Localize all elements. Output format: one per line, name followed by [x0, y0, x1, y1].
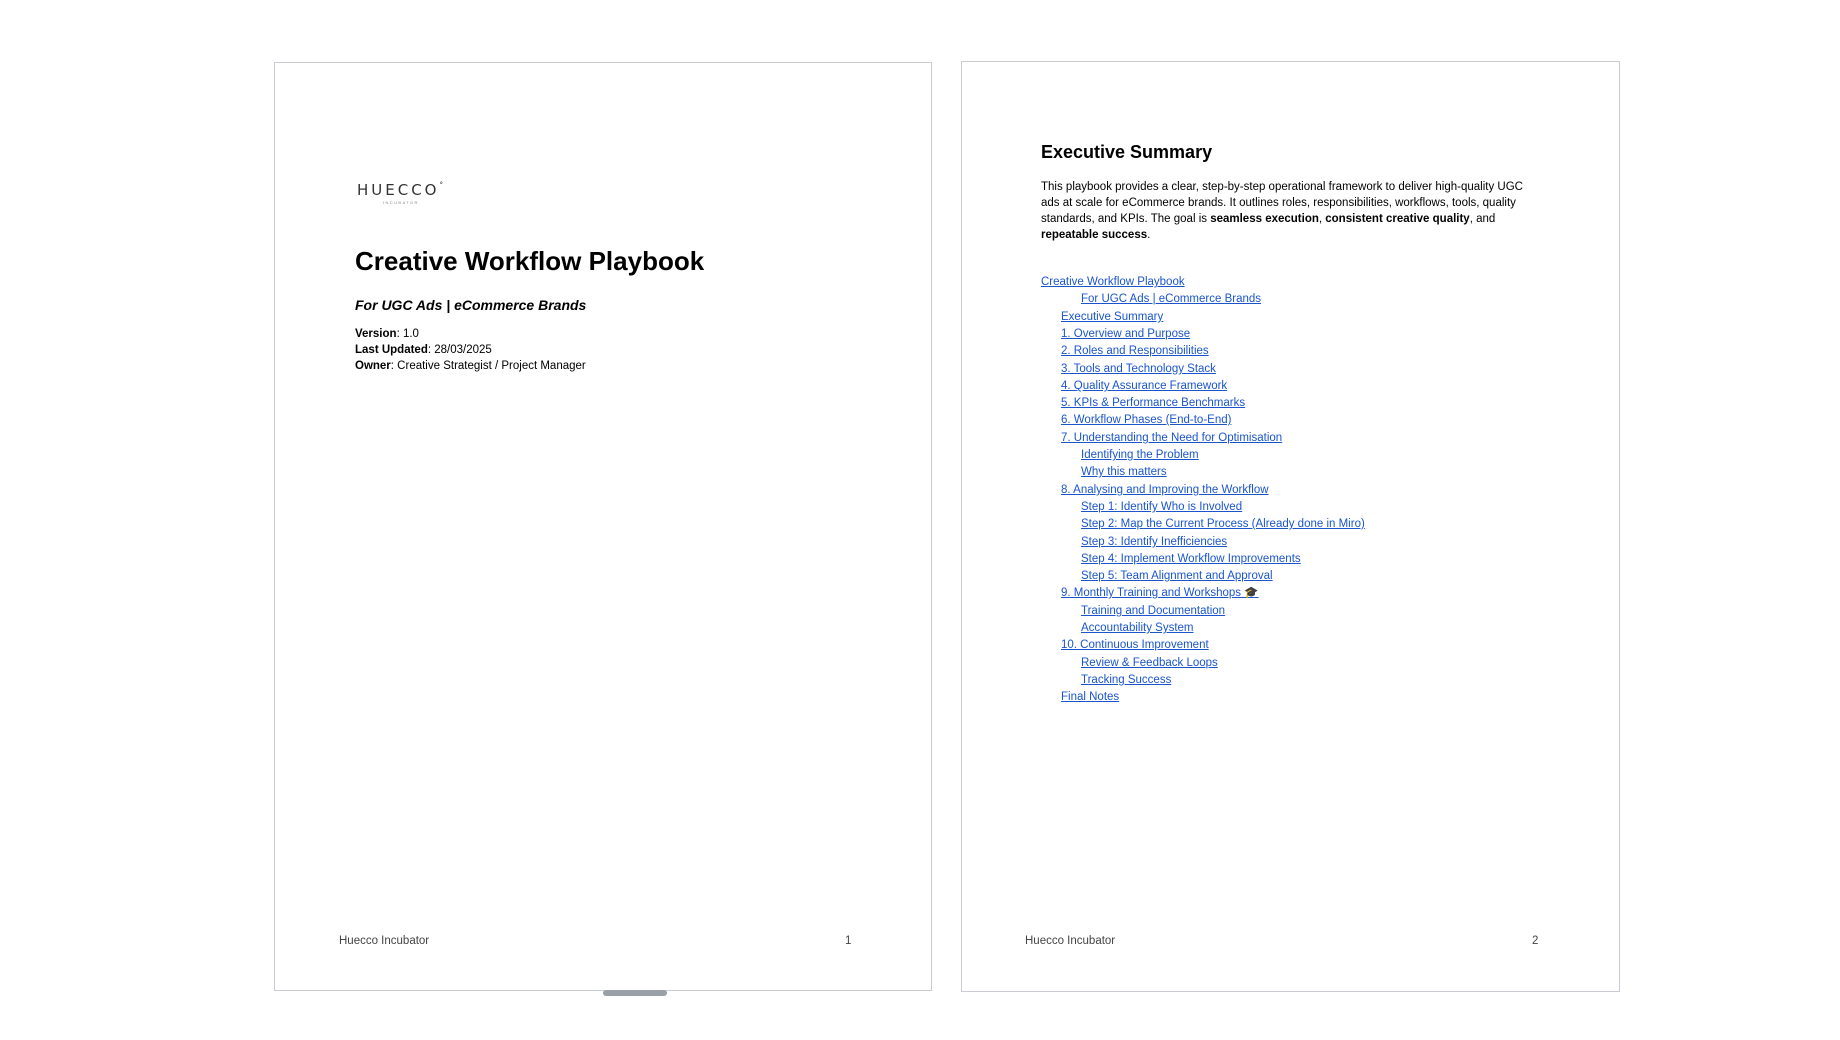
version-label: Version: [355, 328, 397, 340]
section-title: Executive Summary: [1041, 142, 1213, 162]
toc-link[interactable]: 7. Understanding the Need for Optimisation: [1061, 432, 1283, 444]
toc-link[interactable]: Training and Documentation: [1081, 605, 1226, 617]
huecco-logo: [357, 181, 449, 209]
page-number: 2: [1532, 935, 1539, 947]
toc-link[interactable]: Why this matters: [1081, 466, 1167, 478]
document-title: Creative Workflow Playbook: [355, 246, 705, 276]
logo-mark: °: [439, 181, 443, 189]
page-footer: Huecco Incubator: [1025, 935, 1116, 947]
toc-link[interactable]: Step 2: Map the Current Process (Already done in Miro): [1081, 518, 1365, 530]
toc-link[interactable]: 5. KPIs & Performance Benchmarks: [1061, 397, 1246, 409]
toc-link[interactable]: Review & Feedback Loops: [1081, 657, 1218, 669]
toc-link[interactable]: 4. Quality Assurance Framework: [1061, 380, 1228, 392]
toc-link[interactable]: Final Notes: [1061, 691, 1120, 703]
summary-text: .: [1147, 229, 1151, 241]
toc-link[interactable]: 10. Continuous Improvement: [1061, 639, 1209, 651]
toc-link[interactable]: Step 3: Identify Inefficiencies: [1081, 536, 1228, 548]
toc-link[interactable]: 9. Monthly Training and Workshops 🎓: [1061, 587, 1259, 599]
owner-line: [355, 360, 586, 372]
owner-value: : Creative Strategist / Project Manager: [390, 360, 586, 372]
summary-emphasis: consistent creative quality: [1325, 213, 1470, 225]
toc-link[interactable]: 2. Roles and Responsibilities: [1061, 345, 1209, 357]
toc-link[interactable]: Accountability System: [1081, 622, 1194, 634]
summary-text: This playbook provides a clear, step-by-step operational framework to deliver high-quality UGC ads at scale for eCommerce brands. It outlines roles, responsibilities, workflows, tools, quality standards, and KPIs. The goal is: [1041, 181, 1523, 225]
summary-text: ,: [1318, 213, 1326, 225]
toc-link[interactable]: Step 1: Identify Who is Involved: [1081, 501, 1243, 513]
document-page-1: [274, 62, 932, 991]
last-updated-line: [355, 344, 492, 356]
toc-link[interactable]: Executive Summary: [1061, 311, 1164, 323]
document-page-2: [961, 61, 1620, 992]
toc-link[interactable]: Creative Workflow Playbook: [1041, 276, 1185, 288]
toc-link[interactable]: 1. Overview and Purpose: [1061, 328, 1191, 340]
toc-link[interactable]: Step 5: Team Alignment and Approval: [1081, 570, 1273, 582]
toc-link[interactable]: Identifying the Problem: [1081, 449, 1199, 461]
summary-emphasis: repeatable success: [1041, 229, 1148, 241]
version-line: [355, 328, 419, 340]
summary-text: , and: [1469, 213, 1496, 225]
summary-emphasis: seamless execution: [1210, 213, 1319, 225]
toc-link[interactable]: 6. Workflow Phases (End-to-End): [1061, 414, 1232, 426]
summary-paragraph: [1041, 179, 1541, 243]
page-footer: Huecco Incubator: [339, 935, 430, 947]
page-number: 1: [845, 935, 852, 947]
version-value: : 1.0: [396, 328, 419, 340]
last-updated-label: Last Updated: [355, 344, 428, 356]
toc-link[interactable]: For UGC Ads | eCommerce Brands: [1081, 293, 1262, 305]
logo-subtext: INCUBATOR: [383, 200, 419, 205]
logo-wordmark: HUECCO: [357, 181, 440, 199]
owner-label: Owner: [355, 360, 391, 372]
last-updated-value: : 28/03/2025: [427, 344, 492, 356]
document-subtitle: For UGC Ads | eCommerce Brands: [355, 297, 587, 313]
toc-link[interactable]: Step 4: Implement Workflow Improvements: [1081, 553, 1301, 565]
toc-link[interactable]: Tracking Success: [1081, 674, 1172, 686]
toc-link[interactable]: 8. Analysing and Improving the Workflow: [1061, 484, 1269, 496]
toc-link[interactable]: 3. Tools and Technology Stack: [1061, 363, 1216, 375]
page-scroll-handle[interactable]: [603, 990, 667, 996]
